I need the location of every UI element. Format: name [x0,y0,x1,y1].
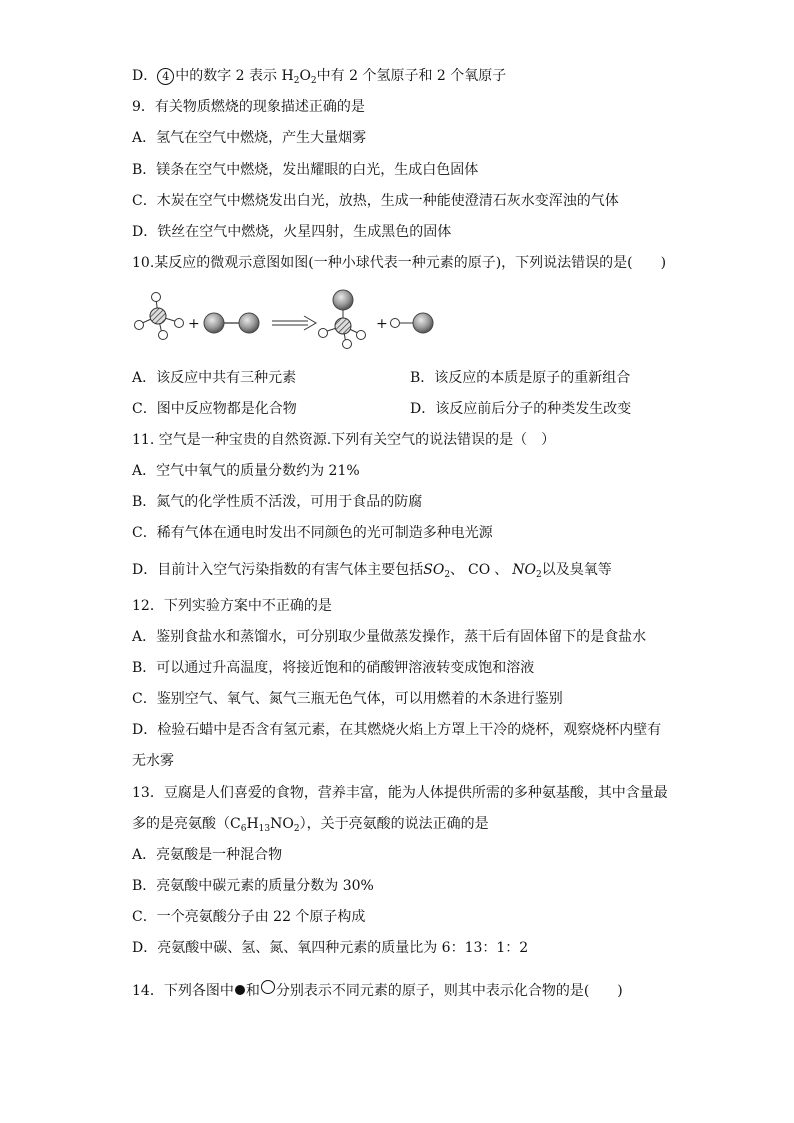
q9-stem: 9．有关物质燃烧的现象描述正确的是 [132,99,365,115]
subscript: 2 [310,76,317,86]
q12-option-d-continued: 无水雾 [132,753,174,769]
q13-option-a: A．亮氨酸是一种混合物 [132,847,283,863]
q10-option-b: B．该反应的本质是原子的重新组合 [410,370,631,386]
option-text: D．目前计入空气污染指数的有害气体主要包括 [132,562,424,578]
q11-stem: 11. 空气是一种宝贵的自然资源.下列有关空气的说法错误的是（ ） [132,432,556,448]
molecule-product-2 [391,313,434,333]
q13-option-c: C．一个亮氨酸分子由 22 个原子构成 [132,909,366,925]
subscript: 2 [293,76,300,86]
molecule-ch4-like [135,293,184,340]
separator: 、 [494,562,509,578]
q9-option-c: C．木炭在空气中燃烧发出白光，放热，生成一种能使澄清石灰水变浑浊的气体 [132,193,619,209]
option-text: 中的数字 2 表示 H [175,68,294,84]
q8-option-d [132,66,506,91]
q13-stem-line1: 13．豆腐是人们喜爱的食物，营养丰富，能为人体提供所需的多种氨基酸，其中含量最 [132,785,668,801]
option-text: O [299,68,311,84]
q12-option-b: B．可以通过升高温度，将接近饱和的硝酸钾溶液转变成饱和溶液 [132,660,535,676]
q13-option-b: B．亮氨酸中碳元素的质量分数为 30% [132,878,374,894]
stem-text: 多的是亮氨酸（C [132,816,241,832]
q11-option-b: B．氮气的化学性质不活泼，可用于食品的防腐 [132,494,423,510]
molecule-product-1 [319,290,366,349]
reaction-arrow [272,316,316,330]
q12-stem: 12．下列实验方案中不正确的是 [132,598,332,614]
stem-text: ），关于亮氨酸的说法正确的是 [299,816,489,832]
q10-stem: 10.某反应的微观示意图如图(一种小球代表一种元素的原子)，下列说法错误的是( ) [132,255,667,271]
separator: 、 [450,562,465,578]
circled-number: 4 [157,68,174,85]
stem-text: 14．下列各图中 [132,983,234,999]
subscript: 2 [535,570,542,580]
formula-co: CO [468,562,491,578]
formula-so2: SO [423,562,445,578]
stem-text: 和 [245,983,260,999]
q13-option-d: D．亮氨酸中碳、氢、氮、氧四种元素的质量比为 6：13：1：2 [132,940,529,956]
q12-option-d: D．检验石蜡中是否含有氢元素，在其燃烧火焰上方罩上干冷的烧杯，观察烧杯内壁有 [132,722,662,738]
stem-text: NO [270,816,294,832]
q12-option-a: A．鉴别食盐水和蒸馏水，可分别取少量做蒸发操作，蒸干后有固体留下的是食盐水 [132,629,647,645]
q10-option-d: D．该反应前后分子的种类发生改变 [410,401,632,417]
subscript: 2 [444,570,451,580]
option-prefix: D． [132,68,158,84]
q9-option-d: D．铁丝在空气中燃烧，火星四射，生成黑色的固体 [132,224,452,240]
option-text: 以及臭氧等 [541,562,612,578]
plus-sign: + [376,316,388,332]
filled-atom-icon [234,984,246,998]
q11-option-a: A．空气中氧气的质量分数约为 21% [132,463,360,479]
stem-text: H [246,816,259,832]
q11-option-c: C．稀有气体在通电时发出不同颜色的光可制造多种电光源 [132,525,493,541]
q11-option-d [132,560,612,585]
q14-stem [132,980,623,1001]
stem-text: 分别表示不同元素的原子，则其中表示化合物的是( ) [275,983,623,999]
formula-no2: NO [512,562,536,578]
option-text: 中有 2 个氢原子和 2 个氧原子 [316,68,507,84]
subscript: 6 [240,824,247,834]
q9-option-b: B．镁条在空气中燃烧，发出耀眼的白光，生成白色固体 [132,162,479,178]
hollow-atom-icon [260,980,276,998]
q10-option-a: A．该反应中共有三种元素 [132,370,297,386]
q9-option-a: A．氢气在空气中燃烧，产生大量烟雾 [132,130,367,146]
plus-sign: + [188,316,200,332]
molecule-diatomic [204,313,259,333]
q12-option-c: C．鉴别空气、氧气、氮气三瓶无色气体，可以用燃着的木条进行鉴别 [132,691,563,707]
q10-option-c: C．图中反应物都是化合物 [132,401,297,417]
q13-stem-line2 [132,814,489,839]
reaction-diagram [128,288,448,350]
subscript: 2 [293,824,300,834]
subscript: 13 [258,824,271,834]
